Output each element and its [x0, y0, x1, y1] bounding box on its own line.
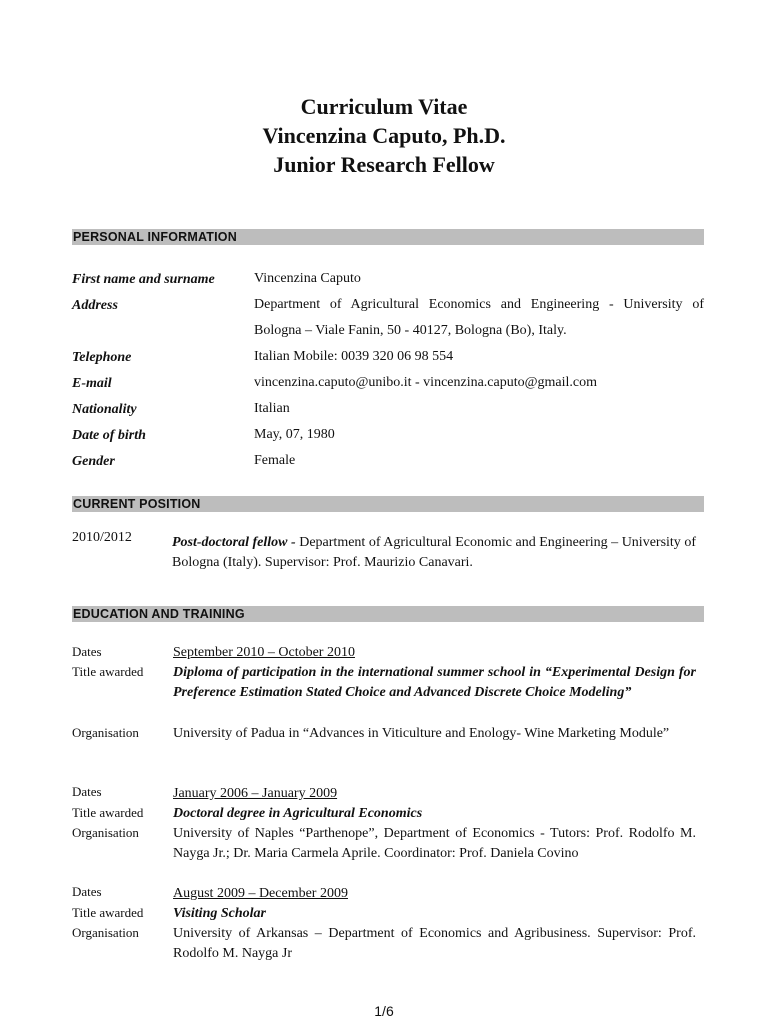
- current-position-role: Post-doctoral fellow -: [172, 535, 296, 550]
- address-label: Address: [72, 298, 118, 313]
- page-number: 1/6: [374, 1003, 394, 1019]
- entry-organisation: University of Naples “Parthenope”, Department of Economics - Tutors: Prof. Rodolfo M. Nayga Jr.; Dr. Maria Carmela Aprile. Coordinator: Prof. Daniela Covino: [173, 826, 696, 861]
- name-value: Vincenzina Caputo: [254, 271, 361, 286]
- entry-title: Visiting Scholar: [173, 906, 266, 921]
- entry-title: Doctoral degree in Agricultural Economics: [173, 806, 423, 821]
- address-value: Department of Agricultural Economics and Engineering - University of Bologna – Viale Fanin, 50 - 40127, Bologna (Bo), Italy.: [254, 297, 704, 338]
- current-position-description: Department of Agricultural Economic and Engineering – University of Bologna (Italy). Supervisor: Prof. Maurizio Canavari.: [172, 535, 696, 570]
- dob-value: May, 07, 1980: [254, 427, 335, 442]
- dates-label: Dates: [72, 644, 102, 659]
- nationality-label: Nationality: [72, 402, 137, 417]
- section-personal-information: [72, 229, 704, 245]
- entry-dates: September 2010 – October 2010: [173, 645, 355, 660]
- organisation-label: Organisation: [72, 725, 139, 740]
- title-line-cv: Curriculum Vitae: [300, 94, 468, 119]
- entry-dates: August 2009 – December 2009: [173, 886, 348, 901]
- gender-value: Female: [254, 453, 296, 468]
- title-awarded-label: Title awarded: [72, 905, 144, 920]
- section-heading: EDUCATION AND TRAINING: [73, 607, 245, 621]
- title-line-name: Vincenzina Caputo, Ph.D.: [262, 123, 506, 148]
- organisation-label: Organisation: [72, 925, 139, 940]
- email-value: vincenzina.caputo@unibo.it - vincenzina.caputo@gmail.com: [254, 375, 598, 390]
- entry-title: Diploma of participation in the international summer school in “Experimental Design for Preference Estimation Stated Choice and Advanced Discrete Choice Modeling”: [173, 665, 696, 700]
- title-line-role: Junior Research Fellow: [273, 152, 495, 177]
- entry-organisation: University of Arkansas – Department of Economics and Agribusiness. Supervisor: Prof. Rodolfo M. Nayga Jr: [173, 926, 696, 961]
- organisation-label: Organisation: [72, 825, 139, 840]
- section-heading: PERSONAL INFORMATION: [73, 230, 237, 244]
- title-awarded-label: Title awarded: [72, 664, 144, 679]
- nationality-value: Italian: [254, 401, 290, 416]
- title-awarded-label: Title awarded: [72, 805, 144, 820]
- section-current-position: [72, 496, 704, 512]
- section-education-training: [72, 606, 704, 622]
- email-label: E-mail: [72, 376, 112, 391]
- dates-label: Dates: [72, 884, 102, 899]
- telephone-value: Italian Mobile: 0039 320 06 98 554: [254, 349, 454, 364]
- current-position-text: [172, 533, 696, 573]
- document-title: [0, 92, 768, 179]
- entry-dates: January 2006 – January 2009: [173, 786, 338, 801]
- current-position-year: 2010/2012: [72, 530, 132, 545]
- name-label: First name and surname: [72, 272, 215, 287]
- dob-label: Date of birth: [72, 428, 146, 443]
- section-heading: CURRENT POSITION: [73, 497, 201, 511]
- dates-label: Dates: [72, 784, 102, 799]
- telephone-label: Telephone: [72, 350, 132, 365]
- gender-label: Gender: [72, 454, 115, 469]
- entry-organisation: University of Padua in “Advances in Viticulture and Enology- Wine Marketing Module”: [173, 726, 670, 741]
